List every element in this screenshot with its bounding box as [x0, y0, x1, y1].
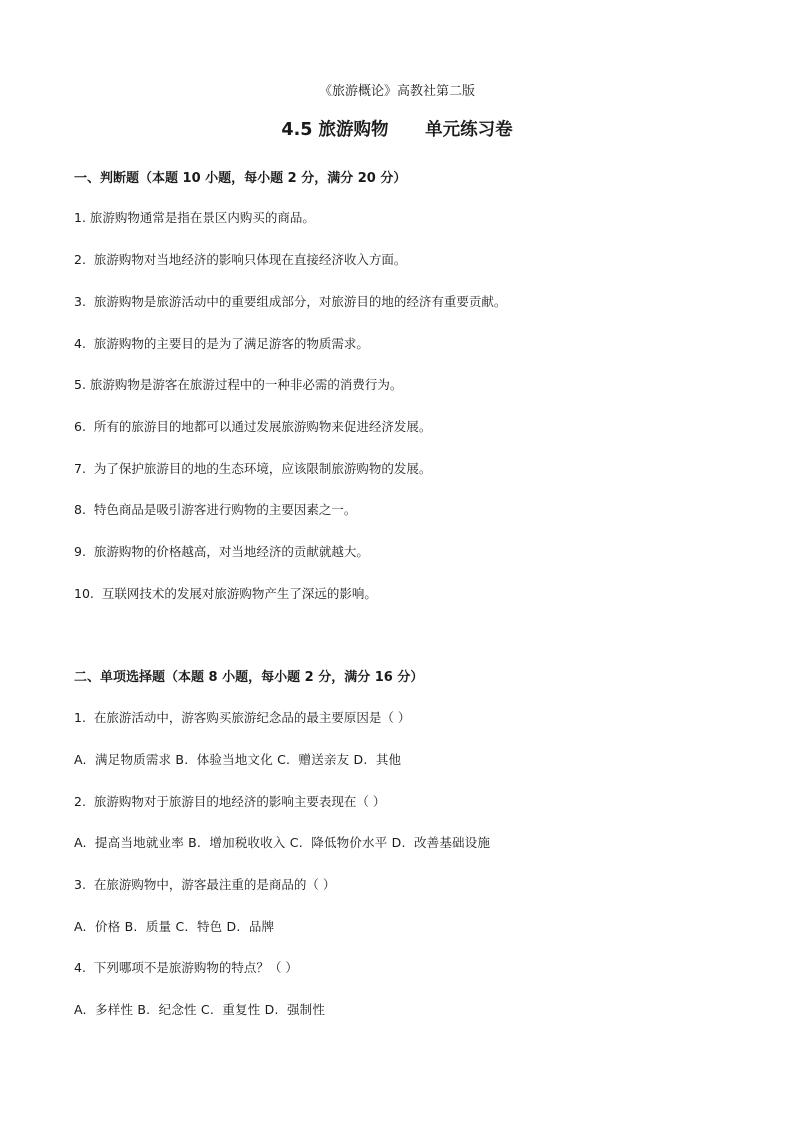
choice-question: 3. 在旅游购物中，游客最注重的是商品的（ ）: [74, 877, 336, 892]
question-item: 9. 旅游购物的价格越高，对当地经济的贡献就越大。: [74, 544, 369, 559]
section-heading-single-choice: 二、单项选择题（本题 8 小题，每小题 2 分，满分 16 分）: [74, 670, 424, 685]
section-heading-true-false: 一、判断题（本题 10 小题，每小题 2 分，满分 20 分）: [74, 171, 407, 186]
question-item: 4. 旅游购物的主要目的是为了满足游客的物质需求。: [74, 336, 369, 351]
question-item: 6. 所有的旅游目的地都可以通过发展旅游购物来促进经济发展。: [74, 419, 432, 434]
document-title: 4.5 旅游购物 单元练习卷: [281, 120, 513, 140]
document-subtitle: 《旅游概论》高教社第二版: [318, 84, 475, 99]
choice-question: 2. 旅游购物对于旅游目的地经济的影响主要表现在（ ）: [74, 794, 386, 809]
question-item: 3. 旅游购物是旅游活动中的重要组成部分，对旅游目的地的经济有重要贡献。: [74, 294, 507, 309]
question-item: 5. 旅游购物是游客在旅游过程中的一种非必需的消费行为。: [74, 377, 403, 392]
choice-options: A. 满足物质需求 B. 体验当地文化 C. 赠送亲友 D. 其他: [74, 752, 402, 767]
question-item: 7. 为了保护旅游目的地的生态环境，应该限制旅游购物的发展。: [74, 461, 432, 476]
choice-options: A. 多样性 B. 纪念性 C. 重复性 D. 强制性: [74, 1002, 326, 1017]
choice-options: A. 提高当地就业率 B. 增加税收收入 C. 降低物价水平 D. 改善基础设施: [74, 835, 491, 850]
choice-options: A. 价格 B. 质量 C. 特色 D. 品牌: [74, 919, 275, 934]
question-item: 8. 特色商品是吸引游客进行购物的主要因素之一。: [74, 502, 357, 517]
choice-question: 4. 下列哪项不是旅游购物的特点？（ ）: [74, 960, 298, 975]
question-item: 10. 互联网技术的发展对旅游购物产生了深远的影响。: [74, 586, 377, 601]
choice-question: 1. 在旅游活动中，游客购买旅游纪念品的最主要原因是（ ）: [74, 710, 411, 725]
question-item: 2. 旅游购物对当地经济的影响只体现在直接经济收入方面。: [74, 252, 407, 267]
question-item: 1. 旅游购物通常是指在景区内购买的商品。: [74, 210, 315, 225]
